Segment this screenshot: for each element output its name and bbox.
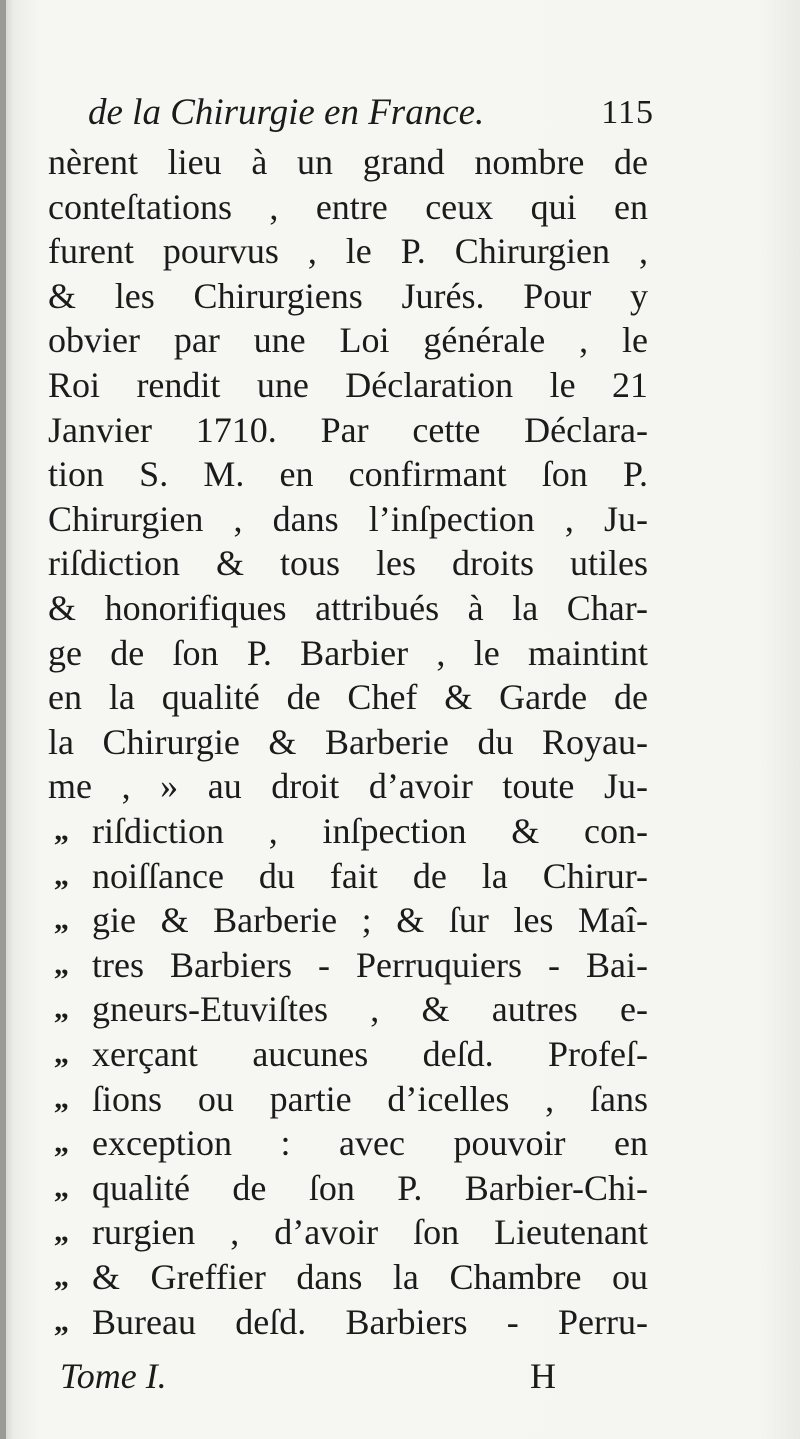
text-line: me , » au droit d’avoir toute Ju- (48, 766, 648, 806)
quotation-mark: „ (54, 859, 69, 892)
text-line: obvier par une Loi générale , le (48, 320, 648, 360)
text-line: tion S. M. en confirmant ſon P. (48, 454, 648, 494)
quotation-mark: „ (54, 903, 69, 936)
text-line: gneurs-Etuviſtes , & autres e- (92, 989, 648, 1029)
volume-label: Tome I. (60, 1356, 167, 1396)
text-line: Roi rendit une Déclaration le 21 (48, 365, 648, 405)
text-line: conteſtations , entre ceux qui en (48, 187, 648, 227)
text-line: & Greffier dans la Chambre ou (92, 1257, 648, 1297)
text-line: riſdiction & tous les droits utiles (48, 543, 648, 583)
text-line: noiſſance du fait de la Chirur- (92, 856, 648, 896)
quotation-mark: „ (54, 948, 69, 981)
text-line: Bureau deſd. Barbiers - Perru- (92, 1302, 648, 1342)
quotation-mark: „ (54, 1082, 69, 1115)
quotation-mark: „ (54, 814, 69, 847)
text-line: la Chirurgie & Barberie du Royau- (48, 722, 648, 762)
quotation-mark: „ (54, 1171, 69, 1204)
quotation-mark: „ (54, 1126, 69, 1159)
running-title: de la Chirurgie en France. (88, 92, 485, 133)
text-line: Janvier 1710. Par cette Déclara- (48, 410, 648, 450)
text-line: furent pourvus , le P. Chirurgien , (48, 231, 648, 271)
text-line: Chirurgien , dans l’inſpection , Ju- (48, 499, 648, 539)
text-line: rurgien , d’avoir ſon Lieutenant (92, 1212, 648, 1252)
text-line: ge de ſon P. Barbier , le maintint (48, 633, 648, 673)
text-line: nèrent lieu à un grand nombre de (48, 142, 648, 182)
page-footer (60, 1352, 635, 1400)
quotation-mark: „ (54, 1215, 69, 1248)
text-line: tres Barbiers - Perruquiers - Bai- (92, 945, 648, 985)
text-line: riſdiction , inſpection & con- (92, 811, 648, 851)
quotation-mark: „ (54, 992, 69, 1025)
text-line: & honorifiques attribués à la Char- (48, 588, 648, 628)
text-line: qualité de ſon P. Barbier-Chi- (92, 1168, 648, 1208)
text-line: ſions ou partie d’icelles , ſans (92, 1079, 648, 1119)
quotation-mark: „ (54, 1260, 69, 1293)
text-line: en la qualité de Chef & Garde de (48, 677, 648, 717)
quotation-mark: „ (54, 1037, 69, 1070)
page-number: 115 (601, 94, 654, 131)
text-line: xerçant aucunes deſd. Profeſ- (92, 1034, 648, 1074)
text-line: gie & Barberie ; & ſur les Maî- (92, 900, 648, 940)
text-line: exception : avec pouvoir en (92, 1123, 648, 1163)
signature-mark: H (530, 1356, 556, 1396)
text-line: & les Chirurgiens Jurés. Pour y (48, 276, 648, 316)
quotation-mark: „ (54, 1305, 69, 1338)
